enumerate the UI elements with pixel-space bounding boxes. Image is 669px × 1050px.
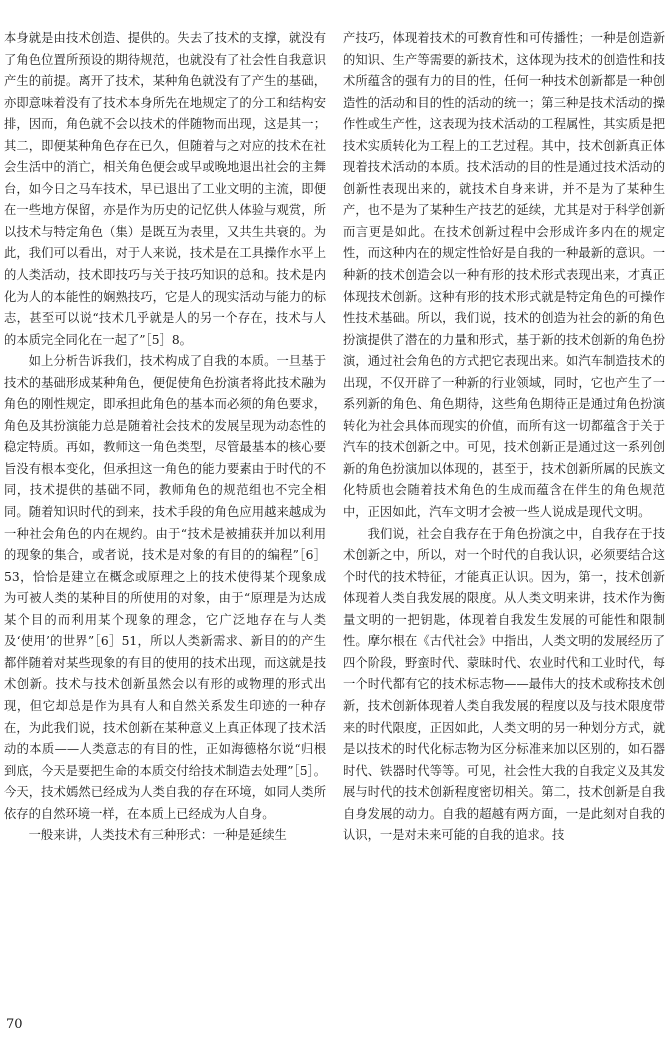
left-paragraph-2: 如上分析告诉我们，技术构成了自我的本质。一旦基于技术的基础形成某种角色，便促使角色扮演者将此技术融为角色的刚性规定，即承担此角色的基本而必须的角色要求，角色及其扮演能力总是随着社会技术的发展呈现为动态性的稳定特质。再如，教师这一角色类型，尽管最基本的核心要旨没有根本变化，但承担这一角色的能力要素由于时代的不同，技术提供的基础不同，教师角色的规范组也不完全相同。随着知识时代的到来，技术手段的角色应用越来越成为一种社会角色的内在规约。由于“技术是被捕获并加以利用的现象的集合，或者说，技术是对象的有目的的编程”［6］53，恰恰是建立在概念或原理之上的技术使得某个现象成为可被人类的某种目的所使用的对象，由于“原理是为达成某个目的而利用某个现象的理念，它广泛地存在与人类及‘使用’的世界”［6］51，所以人类新需求、新目的的产生都伴随着对某些现象的有目的使用的技术出现，而这就是技术创新。技术与技术创新虽然会以有形的或物理的形式出现，但它却总是作为具有人和自然关系发生印迹的一种存在，为此我们说，技术创新在某种意义上真正体现了技术活动的本质——人类意志的有目的性，正如海德格尔说“归根到底，今天是要把生命的本质交付给技术制造去处理”［5］。今天，技术嫣然已经成为人类自我的存在环境，如同人类所依存的自然环境一样，在本质上已经成为人自身。 bbox=[4, 354, 326, 821]
left-column bbox=[4, 28, 326, 847]
right-column bbox=[343, 28, 665, 847]
left-paragraph-1: 本身就是由技术创造、提供的。失去了技术的支撑，就没有了角色位置所预设的期待规范，也就没有了社会性自我意识产生的前提。离开了技术，某种角色就没有了产生的基础，亦即意味着没有了技术本身所先在地规定了的分工和结构安排，因而，角色就不会以技术的伴随物而出现，这是其一；其二，即便某种角色存在已久，但随着与之对应的技术在社会生活中的消亡，相关角色便会或早或晚地退出社会的主舞台，如今日之马车技术，早已退出了工业文明的主流，即便在一些地方保留，亦是作为历史的记忆供人体验与观赏，所以技术与特定角色（集）是既互为表里，又共生共衰的。为此，我们可以看出，对于人来说，技术是在工具操作水平上的人类活动，技术即技巧与关于技巧知识的总和。技术是内化为人的本能性的娴熟技巧，它是人的现实活动与能力的标志，甚至可以说“技术几乎就是人的另一个存在，技术与人的本质完全同化在一起了”［5］8。 bbox=[4, 31, 326, 347]
left-paragraph-3: 一般来讲，人类技术有三种形式：一种是延续生 bbox=[28, 828, 287, 843]
right-paragraph-2: 我们说，社会自我存在于角色扮演之中，自我存在于技术创新之中，所以，对一个时代的自我认识，必须要结合这个时代的技术特征，才能真正认识。因为，第一，技术创新体现着人类自我发展的限度。从人类文明来讲，技术作为衡量文明的一把钥匙，体现着自我发生发展的可能性和限制性。摩尔根在《古代社会》中指出，人类文明的发展经历了四个阶段，野蛮时代、蒙昧时代、农业时代和工业时代，每一个时代都有它的技术标志物——最伟大的技术或称技术创新，技术创新体现着人类自我发展的程度以及与技术限度带来的时代限度，正因如此，人类文明的另一种划分方式，就是以技术的时代化标志物为区分标准来加以区别的，如石器时代、铁器时代等等。可见，社会性大我的自我定义及其发展与时代的技术创新程度密切相关。第二，技术创新是自我自身发展的动力。自我的超越有两方面，一是此刻对自我的认识，一是对未来可能的自我的追求。技 bbox=[343, 526, 665, 843]
right-paragraph-1: 产技巧，体现着技术的可教育性和可传播性；一种是创造新的知识、生产等需要的新技术，这体现为技术的创造性和技术所蕴含的强有力的目的性，任何一种技术创新都是一种创造性的活动和目的性的活动的统一；第三种是技术活动的操作性或生产性，这表现为技术活动的工程属性，其实质是把技术实质转化为工程上的工艺过程。其中，技术创新真正体现着技术活动的本质。技术活动的目的性是通过技术活动的创新性表现出来的，就技术自身来讲，并不是为了某种生产，也不是为了某种生产技艺的延续，尤其是对于科学创新而言更是如此。在技术创新过程中会形成许多内在的规定性，而这种内在的规定性恰好是自我的一种最新的意识。一种新的技术创造会以一种有形的技术形式表现出来，才真正体现技术创新。这种有形的技术形式就是特定角色的可操作性技术基础。所以，我们说，技术的创造为社会的新的角色扮演提供了潜在的力量和形式，基于新的技术创新的角色扮演，通过社会角色的方式把它表现出来。如汽车制造技术的出现，不仅开辟了一种新的行业领域，同时，它也产生了一系列新的角色、角色期待，这些角色期待正是通过角色扮演转化为社会具体而现实的价值，而所有这一切都蕴含于关于汽车的技术创新之中。可见，技术创新正是通过这一系列创新的角色扮演加以体现的，甚至于，技术创新所属的民族文化特质也会随着技术角色的生成而蕴含在伴生的角色规范中，正因如此，汽车文明才会被一些人说成是现代文明。 bbox=[343, 31, 665, 520]
page-number: 70 bbox=[6, 1017, 23, 1032]
